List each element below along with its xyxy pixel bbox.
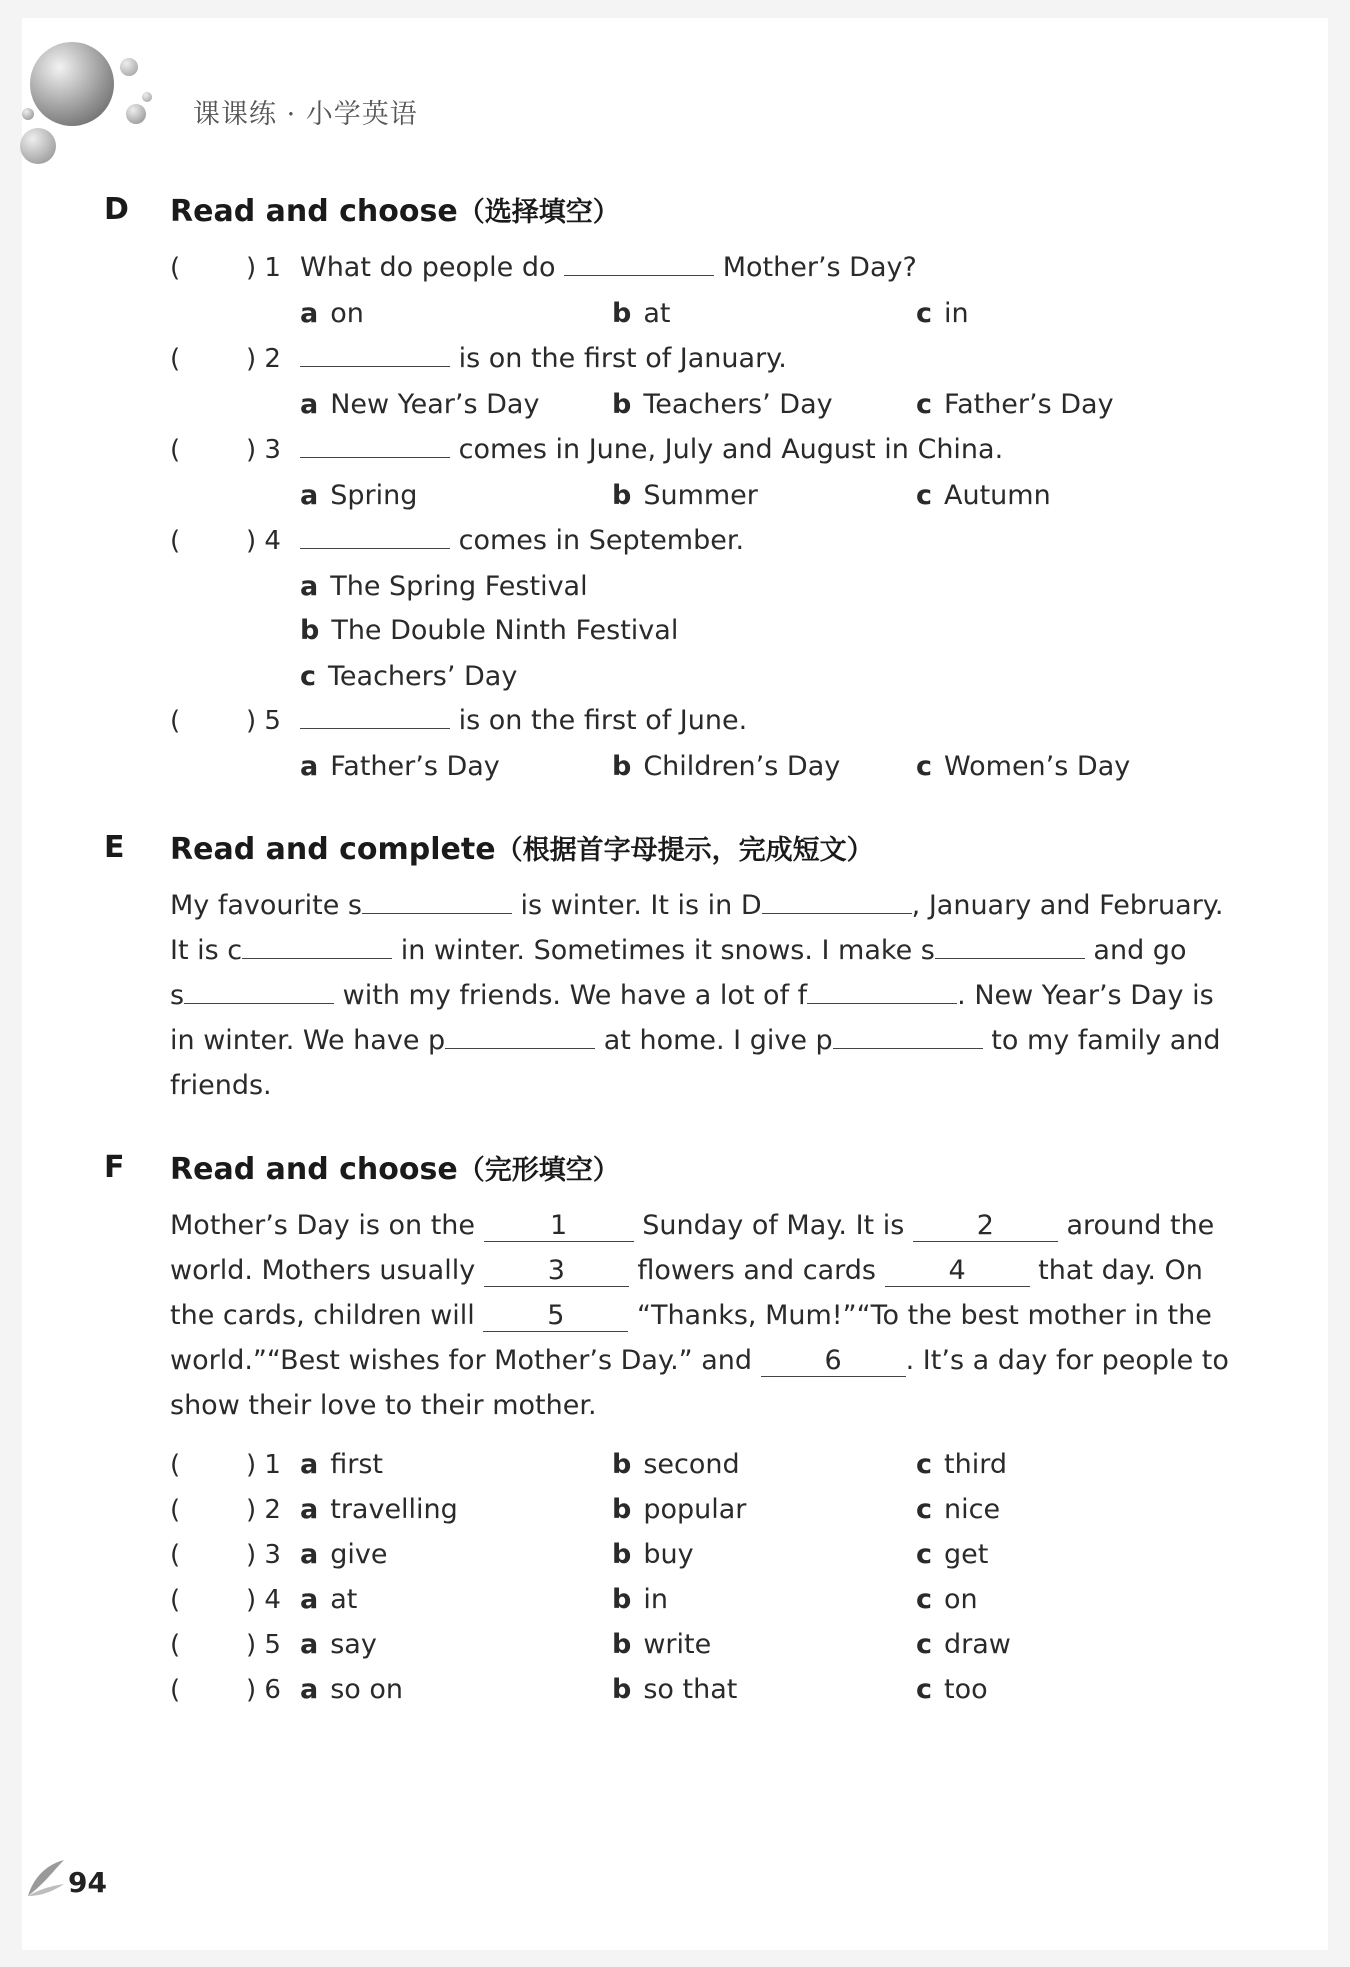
section-d-subtitle: （选择填空） <box>457 197 620 228</box>
option-key: c <box>916 1584 933 1615</box>
option-key: b <box>612 1539 632 1570</box>
option-text: write <box>643 1629 712 1660</box>
section-f-letter: F <box>104 1150 125 1185</box>
question-number: ) 4 <box>246 526 281 556</box>
option-key: b <box>612 1449 632 1480</box>
answer-blank[interactable] <box>300 456 450 458</box>
option-key: a <box>300 571 319 602</box>
answer-blank[interactable] <box>300 727 450 729</box>
option-text: The Spring Festival <box>330 571 588 602</box>
question-post: comes in September. <box>458 525 745 556</box>
option-text: first <box>330 1449 383 1480</box>
passage-text: Mother’s Day is on the <box>170 1210 476 1241</box>
book-title: 课课练 · 小学英语 <box>193 99 418 130</box>
answer-blank[interactable] <box>762 912 912 914</box>
question-text <box>300 434 1003 465</box>
option-text: get <box>944 1539 989 1570</box>
option-key: b <box>300 615 320 646</box>
option-b[interactable] <box>612 1674 737 1705</box>
answer-paren[interactable]: ( <box>170 1630 181 1660</box>
passage-text: world.”“Best wishes for Mother’s Day.” and <box>170 1345 753 1376</box>
option-text: at <box>643 298 671 329</box>
option-text: at <box>330 1584 358 1615</box>
passage-text: in winter. We have p <box>170 1025 446 1056</box>
question-pre: What do people do <box>300 252 556 283</box>
option-text: in <box>643 1584 668 1615</box>
passage-line <box>170 935 1186 966</box>
option-key: b <box>612 389 632 420</box>
passage-text: . It’s a day for people to <box>905 1345 1229 1376</box>
option-key: a <box>300 751 319 782</box>
passage-line <box>170 1345 1229 1377</box>
answer-paren[interactable]: ( <box>170 1450 181 1480</box>
option-b[interactable] <box>612 480 758 511</box>
option-text: give <box>330 1539 388 1570</box>
option-key: b <box>612 1674 632 1705</box>
option-key: b <box>612 480 632 511</box>
section-f-subtitle: （完形填空） <box>457 1155 620 1186</box>
question-text <box>300 252 917 283</box>
option-b[interactable] <box>612 389 833 420</box>
option-text: The Double Ninth Festival <box>331 615 679 646</box>
option-key: c <box>916 1629 933 1660</box>
passage-text: in winter. Sometimes it snows. I make s <box>392 935 935 966</box>
option-b[interactable] <box>612 1584 668 1615</box>
question-number: ) 4 <box>246 1585 281 1615</box>
passage-line: friends. <box>170 1070 272 1101</box>
option-c[interactable] <box>300 661 517 692</box>
option-key: a <box>300 389 319 420</box>
option-c[interactable] <box>916 389 1114 420</box>
option-text: nice <box>944 1494 1001 1525</box>
passage-text: flowers and cards <box>637 1255 876 1286</box>
option-text: on <box>330 298 364 329</box>
option-a[interactable] <box>300 480 417 511</box>
option-key: b <box>612 751 632 782</box>
passage-line <box>170 1025 1221 1056</box>
option-key: c <box>916 389 933 420</box>
answer-blank[interactable] <box>833 1047 983 1049</box>
section-d-letter: D <box>104 192 129 227</box>
section-f-title <box>170 1148 620 1187</box>
option-a[interactable] <box>300 751 500 782</box>
passage-text: around the <box>1066 1210 1215 1241</box>
passage-line <box>170 1210 1214 1242</box>
answer-blank[interactable] <box>362 912 512 914</box>
passage-text: . New Year’s Day is <box>957 980 1214 1011</box>
option-b[interactable] <box>612 751 840 782</box>
option-c[interactable] <box>916 1494 1000 1525</box>
option-c[interactable] <box>916 480 1051 511</box>
option-key: c <box>916 751 933 782</box>
option-key: a <box>300 1539 319 1570</box>
option-a[interactable] <box>300 1494 458 1525</box>
option-text: Children’s Day <box>643 751 841 782</box>
option-a[interactable] <box>300 1674 403 1705</box>
answer-blank[interactable] <box>300 547 450 549</box>
question-number: ) 5 <box>246 1630 281 1660</box>
option-key: b <box>612 298 632 329</box>
option-c[interactable] <box>916 1584 978 1615</box>
option-c[interactable] <box>916 751 1130 782</box>
answer-blank[interactable] <box>807 1002 957 1004</box>
numbered-blank[interactable]: 6 <box>761 1346 906 1377</box>
answer-blank[interactable] <box>445 1047 595 1049</box>
option-key: c <box>916 480 933 511</box>
question-number: ) 1 <box>246 1450 281 1480</box>
option-b[interactable] <box>612 298 670 329</box>
passage-text: world. Mothers usually <box>170 1255 476 1286</box>
option-key: c <box>300 661 317 692</box>
option-text: travelling <box>330 1494 458 1525</box>
answer-blank[interactable] <box>935 957 1085 959</box>
answer-paren[interactable]: ( <box>170 344 181 374</box>
passage-text: Sunday of May. It is <box>642 1210 905 1241</box>
option-key: a <box>300 1584 319 1615</box>
option-text: Autumn <box>944 480 1051 511</box>
passage-text: with my friends. We have a lot of f <box>334 980 808 1011</box>
option-a[interactable] <box>300 1629 377 1660</box>
option-key: a <box>300 1449 319 1480</box>
section-e-subtitle: （根据首字母提示，完成短文） <box>495 835 874 866</box>
option-text: draw <box>944 1629 1011 1660</box>
option-text: Father’s Day <box>330 751 500 782</box>
option-a[interactable] <box>300 298 364 329</box>
answer-paren[interactable]: ( <box>170 526 181 556</box>
option-key: c <box>916 1539 933 1570</box>
option-key: a <box>300 1629 319 1660</box>
question-number: ) 2 <box>246 344 281 374</box>
option-b[interactable] <box>300 615 678 646</box>
option-text: so on <box>330 1674 404 1705</box>
option-text: buy <box>643 1539 694 1570</box>
section-d-title <box>170 190 620 229</box>
passage-text: that day. On <box>1038 1255 1203 1286</box>
passage-line: show their love to their mother. <box>170 1390 597 1421</box>
answer-blank[interactable] <box>242 957 392 959</box>
passage-line <box>170 890 1224 921</box>
passage-line <box>170 1300 1212 1332</box>
answer-paren[interactable]: ( <box>170 435 181 465</box>
section-e-letter: E <box>104 830 125 865</box>
passage-text: the cards, children will <box>170 1300 475 1331</box>
passage-line <box>170 980 1214 1011</box>
option-key: b <box>612 1494 632 1525</box>
answer-blank[interactable] <box>184 1002 334 1004</box>
answer-paren[interactable]: ( <box>170 1495 181 1525</box>
option-text: say <box>330 1629 377 1660</box>
question-number: ) 6 <box>246 1675 281 1705</box>
answer-paren[interactable]: ( <box>170 1540 181 1570</box>
passage-line <box>170 1255 1203 1287</box>
option-key: c <box>916 298 933 329</box>
section-e-title <box>170 828 874 867</box>
option-key: c <box>916 1494 933 1525</box>
question-post: Mother’s Day? <box>722 252 917 283</box>
option-b[interactable] <box>612 1629 711 1660</box>
numbered-blank[interactable]: 4 <box>885 1256 1030 1287</box>
option-text: in <box>944 298 969 329</box>
option-b[interactable] <box>612 1449 740 1480</box>
numbered-blank[interactable]: 3 <box>484 1256 629 1287</box>
numbered-blank[interactable]: 5 <box>483 1301 628 1332</box>
option-a[interactable] <box>300 1449 383 1480</box>
option-c[interactable] <box>916 1539 988 1570</box>
option-a[interactable] <box>300 571 588 602</box>
option-text: Spring <box>330 480 418 511</box>
option-a[interactable] <box>300 1584 357 1615</box>
passage-text: , January and February. <box>911 890 1224 921</box>
option-text: Teachers’ Day <box>643 389 833 420</box>
passage-text: It is c <box>170 935 243 966</box>
option-text: third <box>944 1449 1007 1480</box>
section-d-title-text: Read and choose <box>170 194 458 229</box>
option-key: c <box>916 1449 933 1480</box>
question-post: comes in June, July and August in China. <box>458 434 1004 465</box>
option-key: a <box>300 1494 319 1525</box>
question-text <box>300 705 747 736</box>
option-c[interactable] <box>916 1674 988 1705</box>
section-e-title-text: Read and complete <box>170 832 496 867</box>
option-c[interactable] <box>916 1449 1007 1480</box>
answer-paren[interactable]: ( <box>170 1585 181 1615</box>
option-key: a <box>300 480 319 511</box>
option-text: Women’s Day <box>944 751 1131 782</box>
section-f-title-text: Read and choose <box>170 1152 458 1187</box>
leaf-decoration-icon <box>24 1856 68 1904</box>
question-number: ) 2 <box>246 1495 281 1525</box>
numbered-blank[interactable]: 1 <box>484 1211 634 1242</box>
option-key: a <box>300 1674 319 1705</box>
question-text <box>300 343 787 374</box>
answer-paren[interactable]: ( <box>170 1675 181 1705</box>
option-c[interactable] <box>916 298 969 329</box>
option-b[interactable] <box>612 1494 746 1525</box>
passage-text: is winter. It is in D <box>511 890 762 921</box>
answer-blank[interactable] <box>300 365 450 367</box>
numbered-blank[interactable]: 2 <box>913 1211 1058 1242</box>
answer-blank[interactable] <box>564 274 714 276</box>
question-post: is on the first of January. <box>458 343 787 374</box>
question-post: is on the first of June. <box>458 705 748 736</box>
option-text: New Year’s Day <box>330 389 540 420</box>
option-text: Summer <box>643 480 758 511</box>
answer-paren[interactable]: ( <box>170 253 181 283</box>
option-text: too <box>944 1674 988 1705</box>
option-key: b <box>612 1629 632 1660</box>
option-text: popular <box>643 1494 747 1525</box>
option-key: c <box>916 1674 933 1705</box>
question-number: ) 3 <box>246 435 281 465</box>
answer-paren[interactable]: ( <box>170 706 181 736</box>
option-b[interactable] <box>612 1539 694 1570</box>
question-number: ) 5 <box>246 706 281 736</box>
passage-text: and go <box>1084 935 1187 966</box>
passage-text: “Thanks, Mum!”“To the best mother in the <box>636 1300 1212 1331</box>
option-a[interactable] <box>300 1539 387 1570</box>
passage-text: to my family and <box>982 1025 1221 1056</box>
option-a[interactable] <box>300 389 539 420</box>
question-number: ) 3 <box>246 1540 281 1570</box>
option-text: second <box>643 1449 740 1480</box>
option-text: Teachers’ Day <box>328 661 518 692</box>
option-c[interactable] <box>916 1629 1011 1660</box>
passage-text: My favourite s <box>170 890 362 921</box>
page-number: 94 <box>68 1866 107 1899</box>
passage-text: at home. I give p <box>595 1025 833 1056</box>
passage-text: s <box>170 980 185 1011</box>
question-text <box>300 525 744 556</box>
option-key: b <box>612 1584 632 1615</box>
option-text: on <box>944 1584 978 1615</box>
option-text: Father’s Day <box>944 389 1114 420</box>
option-key: a <box>300 298 319 329</box>
option-text: so that <box>643 1674 738 1705</box>
question-number: ) 1 <box>246 253 281 283</box>
